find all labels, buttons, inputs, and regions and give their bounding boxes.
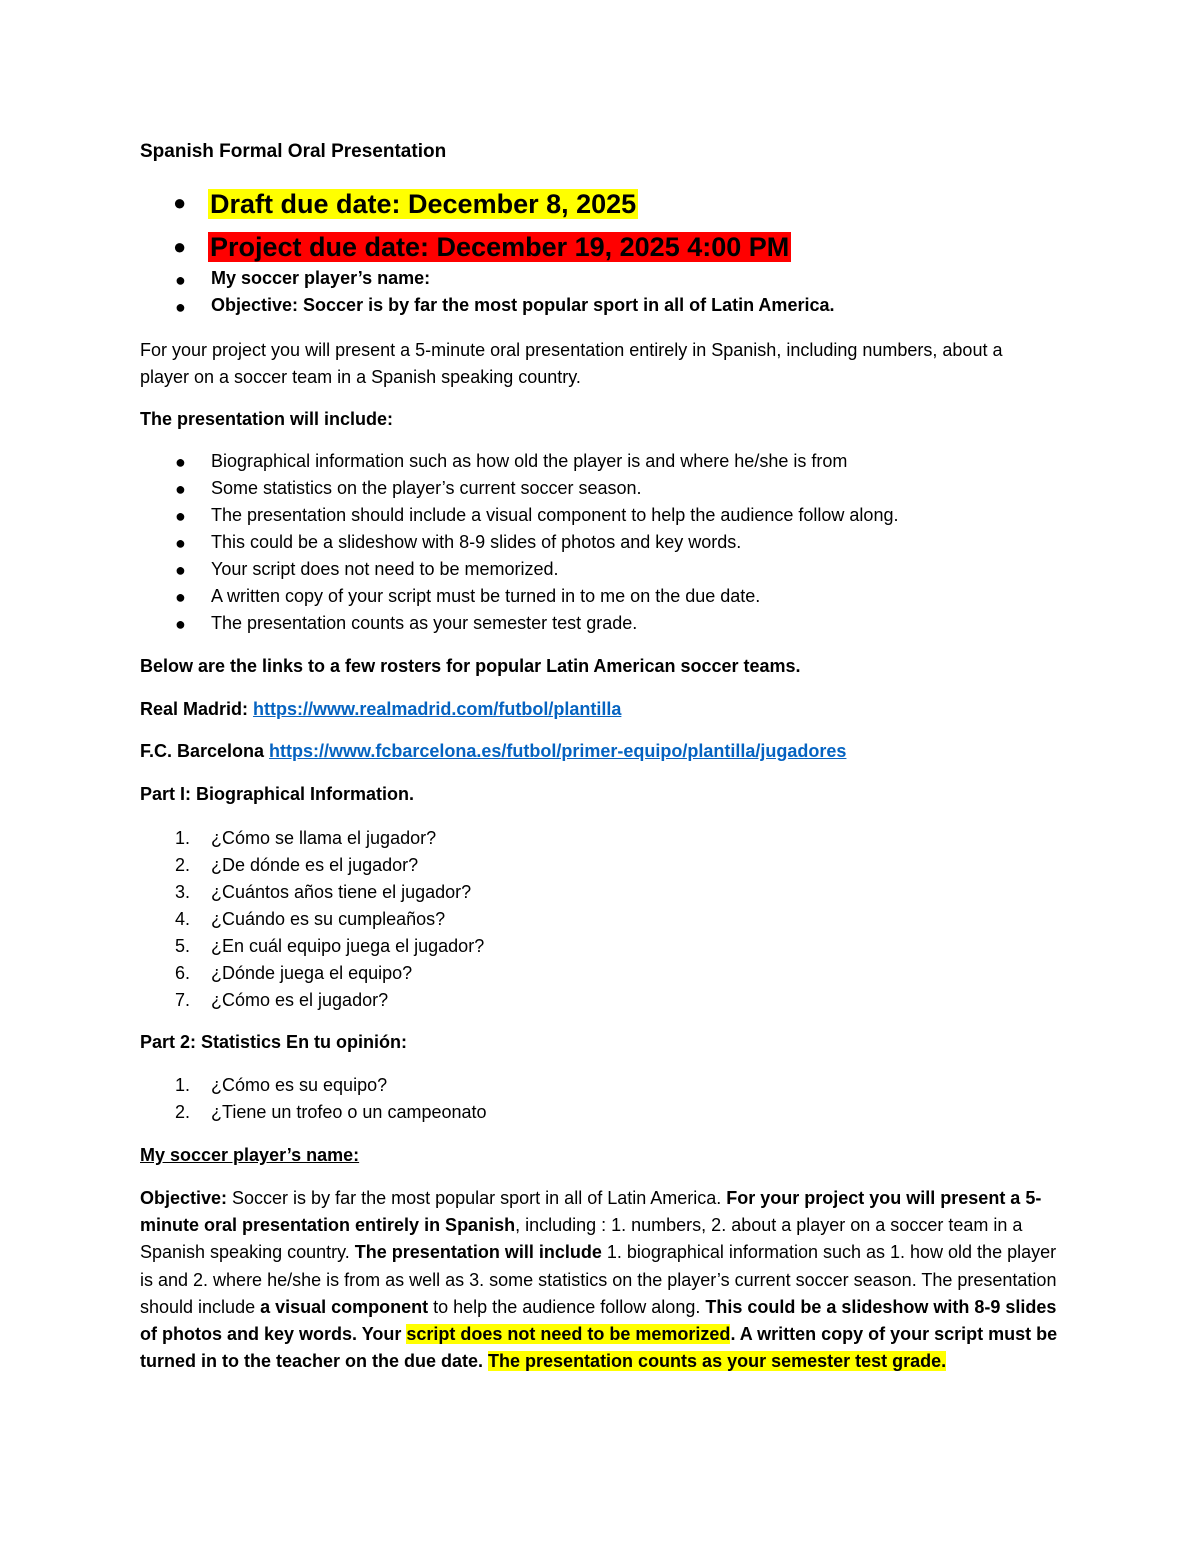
list-number: 6. — [175, 963, 191, 983]
para-bold-text: a visual component — [260, 1296, 429, 1317]
bullet-icon: ● — [175, 560, 186, 580]
real-madrid-label: Real Madrid: — [140, 699, 254, 719]
barcelona-link[interactable]: https://www.fcbarcelona.es/futbol/primer-equipo/plantilla/jugadores — [269, 741, 847, 761]
list-item: A written copy of your script must be turned in to me on the due date. — [211, 586, 761, 606]
real-madrid-link[interactable]: https://www.realmadrid.com/futbol/plantilla — [253, 699, 622, 719]
list-item: ¿De dónde es el jugador? — [211, 855, 419, 875]
para-text: Soccer is by far the most popular sport in all of Latin America. — [227, 1188, 727, 1208]
list-number: 1. — [175, 1075, 191, 1095]
links-heading: Below are the links to a few rosters for popular Latin American soccer teams. — [140, 656, 801, 676]
para-highlight-text: script does not need to be memorized — [406, 1324, 731, 1345]
bullet-icon: ● — [175, 614, 186, 634]
barcelona-label: F.C. Barcelona — [140, 741, 270, 761]
objective-label: Objective: — [140, 1188, 228, 1208]
list-number: 4. — [175, 909, 191, 929]
list-item: ¿En cuál equipo juega el jugador? — [211, 936, 485, 956]
bullet-icon: ● — [175, 533, 186, 553]
list-item: Some statistics on the player’s current soccer season. — [211, 478, 642, 498]
list-item: ¿Cuántos años tiene el jugador? — [211, 882, 472, 902]
list-item: ¿Cómo es el jugador? — [211, 990, 389, 1010]
list-item: ¿Cómo es su equipo? — [211, 1075, 388, 1095]
list-number: 3. — [175, 882, 191, 902]
barcelona-line — [140, 741, 846, 762]
player-name-bullet: My soccer player’s name: — [211, 268, 431, 288]
list-item: ¿Cómo se llama el jugador? — [211, 828, 437, 848]
bullet-icon: ● — [175, 297, 186, 317]
list-number: 5. — [175, 936, 191, 956]
intro-line-2: player on a soccer team in a Spanish speaking country. — [140, 367, 581, 387]
part1-heading: Part I: Biographical Information. — [140, 784, 415, 804]
list-number: 1. — [175, 828, 191, 848]
bullet-icon: ● — [175, 506, 186, 526]
list-item: The presentation counts as your semester test grade. — [211, 613, 638, 633]
para-bold-text: This could be a slideshow with 8-9 slides of photos and key words. Your — [140, 1296, 1057, 1345]
para-bold-text: For your project you will present a 5-minute oral presentation entirely in Spanish — [140, 1188, 1042, 1236]
list-item: ¿Cuándo es su cumpleaños? — [211, 909, 446, 929]
project-due-date — [208, 229, 791, 265]
list-item: ¿Tiene un trofeo o un campeonato — [211, 1102, 487, 1122]
bullet-icon: ● — [175, 452, 186, 472]
objective-bullet: Objective: Soccer is by far the most popular sport in all of Latin America. — [211, 295, 835, 315]
bullet-icon: ● — [175, 270, 186, 290]
list-number: 7. — [175, 990, 191, 1010]
list-number: 2. — [175, 1102, 191, 1122]
bullet-icon: ● — [173, 190, 187, 215]
bullet-icon: ● — [175, 479, 186, 499]
include-heading: The presentation will include: — [140, 409, 394, 429]
draft-due-date — [208, 186, 638, 222]
para-bold-text: . A written copy of your script must be turned in to the teacher on the due date. — [140, 1324, 1058, 1372]
list-item: ¿Dónde juega el equipo? — [211, 963, 413, 983]
objective-paragraph — [140, 1185, 1065, 1375]
project-due-date-text: Project due date: December 19, 2025 4:00 PM — [210, 232, 790, 262]
list-number: 2. — [175, 855, 191, 875]
para-text: , including : 1. numbers, 2. about a player on a soccer team in a Spanish speaking country. — [140, 1215, 1023, 1263]
para-highlight-text: The presentation counts as your semester test grade. — [488, 1351, 947, 1372]
list-item: The presentation should include a visual component to help the audience follow along. — [211, 505, 899, 525]
real-madrid-line — [140, 699, 621, 720]
para-text: 1. biographical information such as 1. how old the player is and 2. where he/she is from as well as 3. some statistics on the player’s current soccer season. The presentation should include — [140, 1242, 1057, 1317]
list-item: Your script does not need to be memorized. — [211, 559, 559, 579]
bullet-icon: ● — [173, 234, 187, 259]
draft-due-date-text: Draft due date: December 8, 2025 — [210, 189, 637, 219]
player-name-underlined: My soccer player’s name: — [140, 1145, 360, 1165]
list-item: Biographical information such as how old the player is and where he/she is from — [211, 451, 848, 471]
part2-heading: Part 2: Statistics En tu opinión: — [140, 1032, 408, 1052]
para-text: to help the audience follow along. — [428, 1296, 706, 1317]
intro-line-1: For your project you will present a 5-minute oral presentation entirely in Spanish, including numbers, about a — [140, 340, 1003, 360]
list-item: This could be a slideshow with 8-9 slides of photos and key words. — [211, 532, 742, 552]
bullet-icon: ● — [175, 587, 186, 607]
document-title: Spanish Formal Oral Presentation — [140, 141, 447, 162]
para-bold-text: The presentation will include — [354, 1242, 602, 1263]
